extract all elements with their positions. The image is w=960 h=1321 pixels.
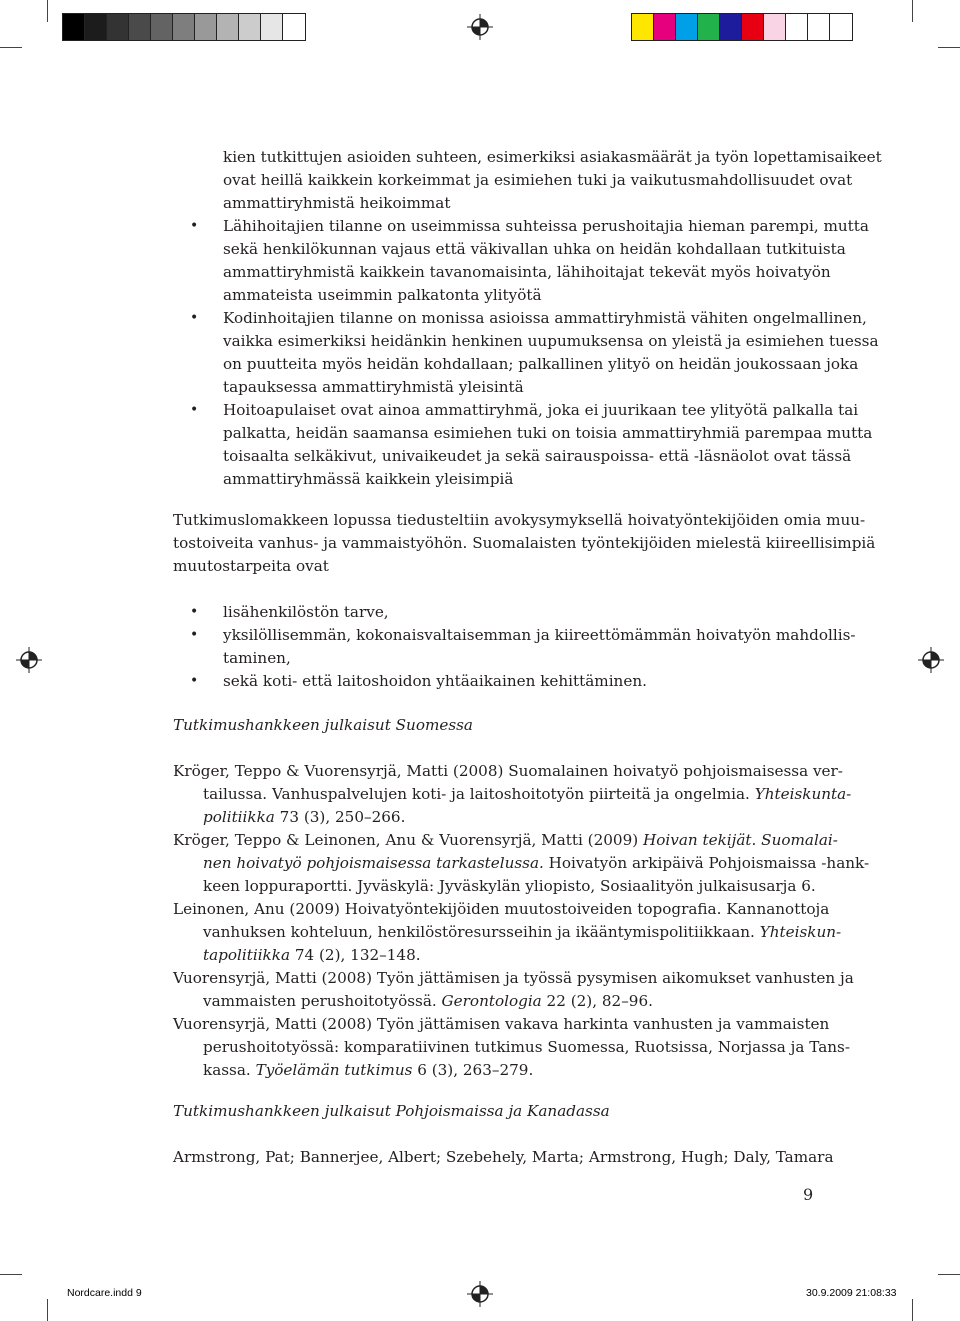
process-color-bar [631,13,853,41]
reference-text: Kröger, Teppo & Vuorensyrjä, Matti (2008) Suomalainen hoivatyö pohjoismaisessa ver- [173,762,843,780]
list-item-line: kien tutkittujen asioiden suhteen, esimerkiksi asiakasmäärät ja työn lopettamisaikeet [223,148,882,166]
list-item-line: Lähihoitajien tilanne on useimmissa suhteissa perushoitajia hieman parempi, mutta [223,217,869,235]
color-swatch [830,14,852,40]
reference-title: tapolitiikka [203,946,291,964]
color-swatch [742,14,764,40]
list-item-line: palkatta, heidän saamansa esimiehen tuki on toisia ammattiryhmiä parempaa mutta [223,424,873,442]
crop-mark [938,47,960,48]
reference-text: 74 (2), 132–148. [290,946,421,964]
reference-title: Yhteiskun- [759,923,842,941]
bullet-icon: • [190,310,199,326]
reference-text: Vuorensyrjä, Matti (2008) Työn jättämisen ja työssä pysymisen aikomukset vanhusten ja [173,969,854,987]
color-swatch [173,14,195,40]
color-swatch [85,14,107,40]
reference-line [173,831,838,849]
registration-mark-icon [467,14,493,40]
color-swatch [217,14,239,40]
bullet-icon: • [190,627,199,643]
list-item-line: lisähenkilöstön tarve, [223,603,389,621]
list-item-line: sekä koti- että laitoshoidon yhtäaikainen kehittäminen. [223,672,647,690]
reference-text: tailussa. Vanhuspalvelujen koti- ja laitoshoitotyön piirteitä ja ongelmia. [203,785,755,803]
crop-mark [0,1274,22,1275]
color-swatch [632,14,654,40]
grayscale-color-bar [62,13,306,41]
section-heading: Tutkimushankkeen julkaisut Suomessa [173,716,473,734]
reference-text: vammaisten perushoitotyössä. [203,992,442,1010]
reference-text: 73 (3), 250–266. [274,808,406,826]
color-swatch [808,14,830,40]
color-swatch [195,14,217,40]
reference-line [173,1015,830,1033]
page-number: 9 [803,1185,814,1204]
list-item-line: ammattiryhmistä kaikkein tavanomaisinta, lähihoitajat tekevät myös hoivatyön [223,263,831,281]
reference-line [203,785,852,803]
reference-line [203,992,653,1010]
reference-text: vanhuksen kohteluun, henkilöstöresursseihin ja ikääntymispolitiikkaan. [203,923,760,941]
list-item-line: ammateista useimmin palkatonta ylityötä [223,286,542,304]
list-item-line: sekä henkilökunnan vajaus että väkivallan uhka on heidän kohdallaan tutkituista [223,240,846,258]
reference-line [203,946,421,964]
reference-line [173,762,843,780]
list-item-line: ammattiryhmistä heikoimmat [223,194,451,212]
bullet-icon: • [190,218,199,234]
reference-line [173,900,830,918]
color-swatch [283,14,305,40]
crop-mark [0,47,22,48]
slug-timestamp: 30.9.2009 21:08:33 [806,1287,897,1299]
reference-title: nen hoivatyö pohjoismaisessa tarkastelussa. [203,854,544,872]
list-item-line: tapauksessa ammattiryhmistä yleisintä [223,378,524,396]
reference-title: politiikka [203,808,275,826]
color-swatch [720,14,742,40]
reference-title: Gerontologia [441,992,542,1010]
reference-line [203,1038,850,1056]
reference-line [203,877,816,895]
color-swatch [129,14,151,40]
reference-text: Kröger, Teppo & Leinonen, Anu & Vuorensyrjä, Matti (2009) [173,831,644,849]
color-swatch [151,14,173,40]
reference-text: Vuorensyrjä, Matti (2008) Työn jättämisen vakava harkinta vanhusten ja vammaisten [173,1015,830,1033]
crop-mark [938,1274,960,1275]
crop-mark [47,0,48,22]
crop-mark [47,1299,48,1321]
list-item-line: toisaalta selkäkivut, univaikeudet ja sekä sairauspoissa- että -läsnäolot ovat tässä [223,447,852,465]
reference-text: perushoitotyössä: komparatiivinen tutkimus Suomessa, Ruotsissa, Norjassa ja Tans- [203,1038,850,1056]
section-heading: Tutkimushankkeen julkaisut Pohjoismaissa ja Kanadassa [173,1102,610,1120]
bullet-icon: • [190,604,199,620]
list-item-line: Hoitoapulaiset ovat ainoa ammattiryhmä, joka ei juurikaan tee ylityötä palkalla tai [223,401,859,419]
reference-title: Yhteiskunta- [754,785,852,803]
reference-text: 6 (3), 263–279. [412,1061,534,1079]
color-swatch [63,14,85,40]
list-item-line: ovat heillä kaikkein korkeimmat ja esimiehen tuki ja vaikutusmahdollisuudet ovat [223,171,853,189]
reference-line [203,1061,533,1079]
color-swatch [676,14,698,40]
registration-mark-icon [467,1281,493,1307]
reference-line [203,808,405,826]
reference-text: 22 (2), 82–96. [541,992,653,1010]
list-item-line: on puutteita myös heidän kohdallaan; palkallinen ylityö on heidän joukossaan joka [223,355,859,373]
color-swatch [698,14,720,40]
list-item-line: ammattiryhmässä kaikkein yleisimpiä [223,470,514,488]
reference-line [203,854,870,872]
color-swatch [261,14,283,40]
color-swatch [654,14,676,40]
reference-text: Hoivatyön arkipäivä Pohjoismaissa -hank- [543,854,870,872]
crop-mark [912,1299,913,1321]
list-item-line: yksilöllisemmän, kokonaisvaltaisemman ja kiireettömämmän hoivatyön mahdollis- [223,626,856,644]
reference-title: Hoivan tekijät. Suomalai- [643,831,838,849]
color-swatch [239,14,261,40]
color-swatch [764,14,786,40]
reference-text: Leinonen, Anu (2009) Hoivatyöntekijöiden muutostoiveiden topografia. Kannanottoja [173,900,830,918]
list-item-line: taminen, [223,649,291,667]
registration-mark-icon [918,647,944,673]
paragraph-line: tostoiveita vanhus- ja vammaistyöhön. Suomalaisten työntekijöiden mielestä kiireellisimpiä [173,534,876,552]
paragraph-line: Tutkimuslomakkeen lopussa tiedusteltiin avokysymyksellä hoivatyöntekijöiden omia muu- [173,511,866,529]
registration-mark-icon [16,647,42,673]
list-item-line: Kodinhoitajien tilanne on monissa asioissa ammattiryhmistä vähiten ongelmallinen, [223,309,867,327]
reference-line: Armstrong, Pat; Bannerjee, Albert; Szebehely, Marta; Armstrong, Hugh; Daly, Tamara [173,1148,834,1166]
crop-mark [912,0,913,22]
bullet-icon: • [190,402,199,418]
reference-text: keen loppuraportti. Jyväskylä: Jyväskylän yliopisto, Sosiaalityön julkaisusarja 6. [203,877,816,895]
color-swatch [107,14,129,40]
bullet-icon: • [190,673,199,689]
reference-title: Työelämän tutkimus [255,1061,413,1079]
paragraph-line: muutostarpeita ovat [173,557,329,575]
reference-line [173,969,854,987]
slug-filename: Nordcare.indd 9 [67,1287,142,1299]
list-item-line: vaikka esimerkiksi heidänkin henkinen uupumuksensa on yleistä ja esimiehen tuessa [223,332,879,350]
reference-line [203,923,842,941]
reference-text: kassa. [203,1061,256,1079]
color-swatch [786,14,808,40]
